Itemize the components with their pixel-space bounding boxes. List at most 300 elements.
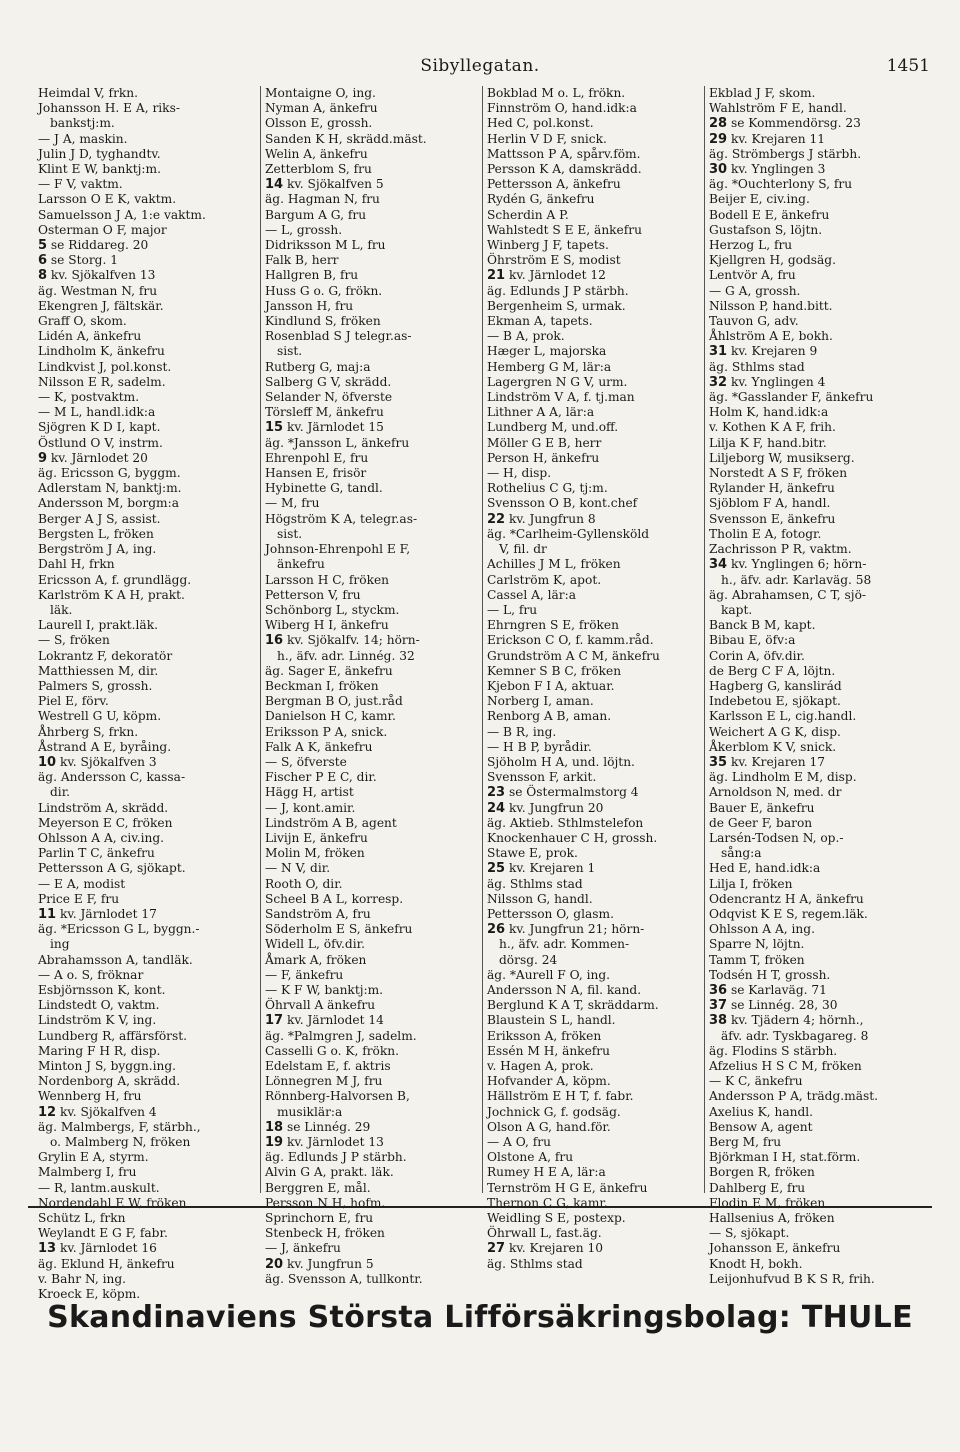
directory-entry: Tauvon G, adv. (709, 314, 799, 329)
directory-entry: Graff O, skom. (38, 314, 127, 329)
directory-entry: Maring F H R, disp. (38, 1043, 161, 1058)
directory-entry: Sjöholm H A, und. löjtn. (487, 754, 635, 769)
directory-entry: Norstedt A S F, fröken (709, 466, 848, 481)
directory-entry: Molin M, fröken (265, 846, 365, 861)
directory-entry: — M L, handl.idk:a (38, 405, 156, 420)
directory-entry: Odencrantz H A, änkefru (709, 891, 864, 906)
street-name: Sibyllegatan. (420, 56, 540, 76)
directory-entry: Rydén G, änkefru (487, 192, 595, 207)
directory-entry: äg. *Palmgren J, sadelm. (265, 1028, 417, 1043)
directory-entry: 18 se Linnég. 29 (265, 1119, 371, 1135)
directory-entry: bankstj:m. (50, 116, 115, 131)
directory-entry: Laurell I, prakt.läk. (38, 618, 158, 633)
directory-entry: 20 kv. Jungfrun 5 (265, 1256, 374, 1272)
directory-entry: Borgen R, fröken (709, 1165, 815, 1180)
directory-entry: Carlström K, apot. (487, 572, 602, 587)
directory-entry: äg. Andersson C, kassa- (38, 770, 186, 785)
directory-entry: Eriksson A, fröken (487, 1028, 602, 1043)
directory-entry: — S, fröken (38, 633, 110, 648)
directory-entry: — H, disp. (487, 466, 552, 481)
directory-entry: Indebetou E, sjökapt. (709, 694, 841, 709)
directory-entry: Norberg I, aman. (487, 694, 594, 709)
directory-entry: Bergenheim S, urmak. (487, 298, 626, 313)
directory-entry: 17 kv. Järnlodet 14 (265, 1013, 384, 1029)
directory-entry: Dahlberg E, fru (709, 1180, 806, 1195)
directory-entry: Olson A G, hand.för. (487, 1119, 611, 1134)
directory-entry: Östlund O V, instrm. (38, 435, 163, 450)
directory-entry: Edelstam E, f. aktris (265, 1059, 391, 1073)
directory-entry: Stenbeck H, fröken (265, 1226, 385, 1241)
directory-entry: Stawe E, prok. (487, 846, 578, 861)
directory-entry: Hofvander A, köpm. (487, 1074, 611, 1089)
directory-entry: äg. *Carlheim-Gyllensköld (487, 526, 650, 541)
directory-entry: Karlsson E L, cig.handl. (709, 709, 857, 724)
directory-entry: Öhrvall A änkefru (265, 998, 376, 1013)
directory-entry: äg. *Gasslander F, änkefru (709, 390, 874, 405)
directory-entry: V, fil. dr (499, 542, 547, 557)
directory-entry: Hemberg G M, lär:a (487, 359, 612, 374)
directory-entry: Andersson M, borgm:a (38, 496, 179, 511)
directory-entry: 36 se Karlaväg. 71 (709, 982, 827, 998)
directory-entry: Bergsten L, fröken (38, 526, 154, 541)
directory-entry: — F, änkefru (265, 967, 344, 982)
directory-entry: Winberg J F, tapets. (487, 238, 609, 253)
directory-entry: 24 kv. Jungfrun 20 (487, 800, 604, 816)
directory-entry: Möller G E B, herr (487, 435, 602, 450)
directory-entry: Lönnegren M J, fru (265, 1074, 383, 1089)
directory-entry: Olsson E, grossh. (265, 116, 373, 131)
directory-entry: äg. Lindholm E M, disp. (709, 770, 857, 785)
directory-entry: äg. *Ericsson G L, byggn.- (38, 922, 200, 937)
directory-entry: 29 kv. Krejaren 11 (709, 131, 825, 147)
directory-entry: de Berg C F A, löjtn. (709, 663, 836, 678)
directory-entry: v. Hagen A, prok. (487, 1059, 594, 1073)
directory-entry: Weidling S E, postexp. (487, 1211, 626, 1226)
directory-entry: Lidén A, änkefru (38, 329, 142, 344)
directory-entry: Bergström J A, ing. (38, 542, 157, 557)
directory-entry: Hæger L, majorska (487, 344, 607, 359)
directory-entry: Lindström V A, f. tj.man (487, 390, 635, 405)
directory-entry: Scheel B A L, korresp. (265, 891, 404, 906)
directory-entry: Hansen E, frisör (265, 466, 367, 481)
column-1 (38, 86, 260, 1302)
directory-entry: Törsleff M, änkefru (265, 405, 384, 420)
directory-entry: äg. Sager E, änkefru (265, 663, 393, 678)
directory-entry: Grylin E A, styrm. (38, 1150, 149, 1165)
directory-entry: Todsén H T, grossh. (709, 967, 831, 982)
directory-entry: Osterman O F, major (38, 222, 167, 237)
directory-entry: Lilja I, fröken (709, 876, 793, 891)
directory-entry: Björkman I H, stat.förm. (709, 1150, 861, 1165)
directory-entry: Ericsson A, f. grundlägg. (38, 572, 192, 587)
directory-entry: Wennberg H, fru (38, 1089, 142, 1104)
directory-entry: Beijer E, civ.ing. (709, 192, 810, 207)
directory-entry: Lilja K F, hand.bitr. (709, 435, 827, 450)
directory-entry: Hagberg G, kanslirád (709, 678, 842, 693)
directory-entry: 32 kv. Ynglingen 4 (709, 374, 826, 390)
directory-entry: — J, änkefru (265, 1241, 341, 1256)
directory-entry: Corin A, öfv.dir. (709, 648, 805, 663)
directory-entry: 35 kv. Krejaren 17 (709, 754, 825, 770)
directory-entry: Flodin E M, fröken (709, 1195, 826, 1210)
page-number: 1451 (886, 56, 930, 76)
directory-entry: Falk B, herr (265, 253, 339, 268)
directory-entry: Berg M, fru (709, 1135, 782, 1150)
directory-entry: — S, öfverste (265, 754, 347, 769)
footer-advertisement: Skandinaviens Största Lifförsäkringsbolag: THULE (47, 1300, 913, 1335)
directory-entry: Falk A K, änkefru (265, 739, 373, 754)
directory-entry: Lindström A B, agent (265, 815, 397, 830)
directory-entry: Rutberg G, maj:a (265, 359, 371, 374)
directory-entry: Nordendahl E W, fröken (38, 1195, 187, 1210)
directory-entry: Svensson O B, kont.chef (487, 496, 638, 511)
directory-entry: Zachrisson P R, vaktm. (709, 542, 852, 557)
directory-entry: Knodt H, bokh. (709, 1256, 803, 1271)
directory-entry: Berglund K A T, skräddarm. (487, 998, 659, 1013)
directory-entry: Grundström A C M, änkefru (487, 648, 660, 663)
directory-entry: Rumey H E A, lär:a (487, 1165, 606, 1180)
directory-entry: Berger A J S, assist. (38, 511, 161, 526)
directory-entry: Åkerblom K V, snick. (709, 739, 837, 754)
directory-entry: Lindström K V, ing. (38, 1013, 157, 1028)
directory-entry: Kroeck E, köpm. (38, 1287, 141, 1302)
directory-entry: 31 kv. Krejaren 9 (709, 344, 818, 360)
directory-entry: Didriksson M L, fru (265, 238, 386, 253)
directory-entry: 26 kv. Jungfrun 21; hörn- (487, 922, 645, 938)
directory-entry: 13 kv. Järnlodet 16 (38, 1241, 157, 1257)
directory-entry: Julin J D, tyghandtv. (38, 146, 161, 161)
directory-entry: h., äfv. adr. Karlaväg. 58 (721, 572, 872, 587)
directory-entry: Bensow A, agent (709, 1119, 813, 1134)
directory-entry: Öhrström E S, modist (487, 253, 621, 268)
directory-entry: Schönborg L, styckm. (265, 602, 400, 617)
directory-entry: Lentvör A, fru (709, 268, 796, 283)
directory-entry: Weylandt E G F, fabr. (38, 1226, 168, 1241)
directory-entry: v. Bahr N, ing. (38, 1271, 127, 1286)
directory-entry: Bargum A G, fru (265, 207, 367, 222)
directory-entry: Sparre N, löjtn. (709, 937, 805, 952)
directory-entry: 11 kv. Järnlodet 17 (38, 906, 157, 922)
directory-entry: — B A, prok. (487, 329, 565, 344)
directory-entry: Ohlsson A A, civ.ing. (38, 830, 164, 845)
directory-entry: änkefru (277, 557, 325, 572)
directory-entry: Ohlsson A A, ing. (709, 922, 815, 937)
directory-entry: — B R, ing. (487, 724, 557, 739)
directory-entry: Danielson H C, kamr. (265, 709, 396, 724)
directory-entry: Kjebon F I A, aktuar. (487, 678, 615, 693)
directory-entry: Price E F, fru (38, 891, 120, 906)
directory-entry: Ekengren J, fältskär. (38, 298, 164, 313)
directory-entry: Heimdal V, frkn. (38, 86, 138, 100)
directory-entry: Meyerson E C, fröken (38, 815, 173, 830)
directory-entry: Jochnick G, f. godsäg. (487, 1104, 621, 1119)
directory-entry: v. Kothen K A F, frih. (709, 420, 836, 435)
directory-entry: Leijonhufvud B K S R, frih. (709, 1271, 875, 1286)
directory-entry: äg. *Ouchterlony S, fru (709, 177, 853, 192)
directory-entry: — L, fru (487, 602, 538, 617)
directory-entry: äg. Abrahamsen, C T, sjö- (709, 587, 867, 602)
directory-entry: 19 kv. Järnlodet 13 (265, 1135, 384, 1151)
directory-entry: Svensson E, änkefru (709, 511, 836, 526)
directory-entry: Andersson P A, trädg.mäst. (709, 1089, 879, 1104)
directory-entry: Bergman B O, just.råd (265, 694, 403, 709)
directory-entry: 27 kv. Krejaren 10 (487, 1241, 603, 1257)
directory-entry: o. Malmberg N, fröken (50, 1135, 191, 1150)
directory-entry: 30 kv. Ynglingen 3 (709, 162, 826, 178)
directory-entry: Lokrantz F, dekoratör (38, 648, 173, 663)
directory-entry: Banck B M, kapt. (709, 618, 816, 633)
directory-entry: ing (50, 937, 70, 952)
directory-entry: Ternström H G E, änkefru (487, 1180, 648, 1195)
directory-entry: Selander N, öfverste (265, 390, 393, 405)
directory-entry: äg. Ericsson G, byggm. (38, 466, 181, 481)
directory-entry: Samuelsson J A, 1:e vaktm. (38, 207, 206, 222)
directory-entry: 37 se Linnég. 28, 30 (709, 998, 838, 1014)
directory-entry: — J, kont.amir. (265, 800, 356, 815)
directory-entry: Söderholm E S, änkefru (265, 922, 413, 937)
directory-entry: 38 kv. Tjädern 4; hörnh., (709, 1013, 864, 1029)
directory-entry: 21 kv. Järnlodet 12 (487, 268, 606, 284)
directory-entry: — F V, vaktm. (38, 177, 123, 192)
directory-entry: Wahlström F E, handl. (709, 101, 847, 116)
directory-entry: Widell L, öfv.dir. (265, 937, 365, 952)
directory-entry: 9 kv. Järnlodet 20 (38, 450, 148, 466)
directory-entry: Blaustein S L, handl. (487, 1013, 616, 1028)
directory-entry: — A o. S, fröknar (38, 967, 144, 982)
directory-entry: Andersson N A, fil. kand. (487, 982, 642, 997)
directory-entry: Piel E, förv. (38, 694, 109, 709)
directory-entry: äg. *Jansson L, änkefru (265, 435, 410, 450)
directory-entry: Palmers S, grossh. (38, 678, 153, 693)
directory-entry: — R, lantm.auskult. (38, 1180, 160, 1195)
directory-entry: Ehrngren S E, fröken (487, 618, 619, 633)
directory-entry: — S, sjökapt. (709, 1226, 790, 1241)
directory-entry: Åhlström A E, bokh. (709, 329, 833, 344)
directory-entry: Larsén-Todsen N, op.- (709, 830, 844, 845)
directory-entry: — A O, fru (487, 1135, 551, 1150)
directory-entry: dir. (50, 785, 71, 800)
directory-entry: äg. *Aurell F O, ing. (487, 967, 611, 982)
directory-entry: 12 kv. Sjökalfven 4 (38, 1104, 157, 1120)
directory-entry: Odqvist K E S, regem.läk. (709, 906, 868, 921)
directory-entry: Alvin G A, prakt. läk. (265, 1165, 394, 1180)
column-2 (260, 86, 482, 1286)
directory-entry: Johansson E, änkefru (709, 1241, 841, 1256)
directory-entry: Karlström K A H, prakt. (38, 587, 185, 602)
directory-entry: äg. Svensson A, tullkontr. (265, 1271, 423, 1286)
directory-entry: — E A, modist (38, 876, 126, 891)
directory-entry: Ekblad J F, skom. (709, 86, 816, 100)
directory-entry: Schütz L, frkn (38, 1211, 126, 1226)
directory-entry: Ekman A, tapets. (487, 314, 593, 329)
directory-entry: äg. Edlunds J P stärbh. (265, 1150, 407, 1165)
directory-entry: Achilles J M L, fröken (487, 557, 621, 572)
directory-entry: Mattsson P A, spårv.föm. (487, 146, 641, 161)
directory-entry: 34 kv. Ynglingen 6; hörn- (709, 557, 867, 573)
directory-entry: Åstrand A E, byråing. (38, 739, 172, 754)
directory-entry: 25 kv. Krejaren 1 (487, 861, 596, 877)
directory-entry: Tamm T, fröken (709, 952, 805, 967)
directory-entry: Beckman I, fröken (265, 678, 379, 693)
directory-entry: Sanden K H, skrädd.mäst. (265, 131, 427, 146)
directory-entry: Öhrwall L, fast.äg. (487, 1226, 602, 1241)
directory-entry: Hybinette G, tandl. (265, 481, 383, 496)
directory-entry: Nilsson G, handl. (487, 891, 593, 906)
directory-entry: Montaigne O, ing. (265, 86, 376, 100)
directory-entry: Herzog L, fru (709, 238, 793, 253)
directory-entry: Minton J S, byggn.ing. (38, 1059, 177, 1073)
directory-entry: Johnson-Ehrenpohl E F, (265, 542, 411, 557)
directory-entry: Larsson O E K, vaktm. (38, 192, 177, 207)
directory-entry: Casselli G o. K, frökn. (265, 1043, 399, 1058)
directory-entry: äg. Sthlms stad (709, 359, 805, 374)
directory-entry: äg. Strömbergs J stärbh. (709, 146, 862, 161)
directory-entry: äg. Sthlms stad (487, 876, 583, 891)
directory-entry: — M, fru (265, 496, 320, 511)
directory-entry: Pettersson O, glasm. (487, 906, 614, 921)
directory-entry: Rooth O, dir. (265, 876, 343, 891)
directory-entry: Rönnberg-Halvorsen B, (265, 1089, 410, 1104)
directory-entry: dörsg. 24 (499, 952, 558, 967)
directory-entry: Lundberg M, und.off. (487, 420, 619, 435)
directory-entry: — L, grossh. (265, 222, 343, 237)
directory-entry: sist. (277, 526, 303, 541)
directory-entry: Westrell G U, köpm. (38, 709, 162, 724)
directory-entry: Malmberg I, fru (38, 1165, 137, 1180)
directory-entry: — G A, grossh. (709, 283, 801, 298)
directory-entry: 14 kv. Sjökalfven 5 (265, 177, 384, 193)
directory-entry: Petterson V, fru (265, 587, 361, 602)
directory-entry: Fischer P E C, dir. (265, 770, 377, 785)
directory-entry: Lindholm K, änkefru (38, 344, 165, 359)
directory-entry: 22 kv. Jungfrun 8 (487, 511, 596, 527)
directory-entry: 10 kv. Sjökalfven 3 (38, 754, 157, 770)
directory-entry: Sjögren K D I, kapt. (38, 420, 161, 435)
directory-entry: kapt. (721, 602, 753, 617)
directory-entry: Thernon C G, kamr. (487, 1195, 608, 1210)
directory-entry: äfv. adr. Tyskbagareg. 8 (721, 1028, 869, 1043)
directory-entry: Sprinchorn E, fru (265, 1211, 374, 1226)
directory-entry: äg. Hagman N, fru (265, 192, 380, 207)
directory-entry: äg. Sthlms stad (487, 1256, 583, 1271)
footer-divider (28, 1206, 932, 1208)
directory-entry: Nilsson E R, sadelm. (38, 374, 166, 389)
directory-entry: Åhrberg S, frkn. (38, 724, 139, 739)
directory-entry: Wahlstedt S E E, änkefru (487, 222, 642, 237)
column-3 (482, 86, 704, 1271)
directory-entry: Lindstedt O, vaktm. (38, 998, 160, 1013)
directory-entry: Kindlund S, fröken (265, 314, 381, 329)
directory-entry: Parlin T C, änkefru (38, 846, 155, 861)
directory-entry: Bauer E, änkefru (709, 800, 815, 815)
directory-entry: Abrahamsson A, tandläk. (38, 952, 193, 967)
directory-entry: Kemner S B C, fröken (487, 663, 622, 678)
directory-entry: 15 kv. Järnlodet 15 (265, 420, 384, 436)
directory-entry: 16 kv. Sjökalfv. 14; hörn- (265, 633, 420, 649)
directory-entry: Hed C, pol.konst. (487, 116, 594, 131)
directory-entry: Essén M H, änkefru (487, 1043, 610, 1058)
directory-entry: de Geer F, baron (709, 815, 813, 830)
directory-entry: Bokblad M o. L, frökn. (487, 86, 626, 100)
directory-entry: Persson K A, damskrädd. (487, 162, 642, 177)
directory-entry: Lindström A, skrädd. (38, 800, 169, 815)
directory-entry: Sjöblom F A, handl. (709, 496, 831, 511)
directory-entry: Larsson H C, fröken (265, 572, 390, 587)
directory-entry: Lundberg R, affärsförst. (38, 1028, 188, 1043)
directory-entry: Pettersson A, änkefru (487, 177, 621, 192)
directory-entry: Nilsson P, hand.bitt. (709, 298, 833, 313)
directory-entry: — K, postvaktm. (38, 390, 140, 405)
directory-entry: musiklär:a (277, 1104, 343, 1119)
directory-entry: Eriksson P A, snick. (265, 724, 388, 739)
directory-entry: Livijn E, änkefru (265, 830, 368, 845)
directory-entry: Finnström O, hand.idk:a (487, 101, 637, 116)
directory-entry: Johansson H. E A, riks- (38, 101, 180, 116)
directory-entry: — K F W, banktj:m. (265, 982, 384, 997)
directory-entry: Lagergren N G V, urm. (487, 374, 628, 389)
directory-entry: Nyman A, änkefru (265, 101, 378, 116)
directory-entry: Weichert A G K, disp. (709, 724, 841, 739)
directory-entry: läk. (50, 602, 73, 617)
column-4 (704, 86, 926, 1286)
directory-entry: Hed E, hand.idk:a (709, 861, 821, 876)
directory-entry: Rylander H, änkefru (709, 481, 835, 496)
directory-entry: sist. (277, 344, 303, 359)
directory-entry: 28 se Kommendörsg. 23 (709, 116, 861, 132)
directory-entry: äg. Malmbergs, F, stärbh., (38, 1119, 201, 1134)
directory-entry: Bibau E, öfv:a (709, 633, 796, 648)
directory-entry: Åmark A, fröken (265, 952, 367, 967)
directory-entry: Adlerstam N, banktj:m. (38, 481, 182, 496)
directory-entry: 5 se Riddareg. 20 (38, 238, 149, 254)
directory-entry: Nordenborg A, skrädd. (38, 1074, 181, 1089)
directory-columns (38, 86, 928, 1302)
directory-entry: sång:a (721, 846, 762, 861)
directory-entry: Dahl H, frkn (38, 557, 115, 572)
directory-entry: Högström K A, telegr.as- (265, 511, 418, 526)
directory-entry: Huss G o. G, frökn. (265, 283, 383, 298)
directory-entry: Holm K, hand.idk:a (709, 405, 829, 420)
directory-entry: Cassel A, lär:a (487, 587, 576, 602)
directory-entry: Arnoldson N, med. dr (709, 785, 842, 800)
directory-entry: 8 kv. Sjökalfven 13 (38, 268, 156, 284)
directory-entry: Lithner A A, lär:a (487, 405, 595, 420)
directory-entry: — J A, maskin. (38, 131, 128, 146)
directory-entry: äg. Westman N, fru (38, 283, 158, 298)
directory-entry: Klint E W, banktj:m. (38, 162, 161, 177)
directory-entry: Persson N H, hofm. (265, 1195, 386, 1210)
directory-entry: — N V, dir. (265, 861, 331, 876)
directory-entry: Knockenhauer C H, grossh. (487, 830, 658, 845)
directory-entry: Liljeborg W, musikserg. (709, 450, 855, 465)
directory-entry: Svensson F, arkit. (487, 770, 597, 785)
page-header (30, 56, 930, 86)
directory-entry: Berggren E, mål. (265, 1180, 371, 1195)
directory-entry: Scherdin A P. (487, 207, 569, 222)
directory-entry: Gustafson S, löjtn. (709, 222, 823, 237)
directory-entry: Herlin V D F, snick. (487, 131, 607, 146)
directory-entry: h., äfv. adr. Linnég. 32 (277, 648, 415, 663)
directory-entry: Hallsenius A, fröken (709, 1211, 835, 1226)
directory-entry: — H B P, byrådir. (487, 739, 592, 754)
directory-entry: 23 se Östermalmstorg 4 (487, 785, 639, 801)
directory-entry: Kjellgren H, godsäg. (709, 253, 836, 268)
directory-entry: äg. Flodins S stärbh. (709, 1043, 838, 1058)
directory-entry: Ehrenpohl E, fru (265, 450, 369, 465)
directory-entry: Hägg H, artist (265, 785, 354, 800)
directory-entry: äg. Eklund H, änkefru (38, 1256, 175, 1271)
directory-entry: 6 se Storg. 1 (38, 253, 118, 269)
